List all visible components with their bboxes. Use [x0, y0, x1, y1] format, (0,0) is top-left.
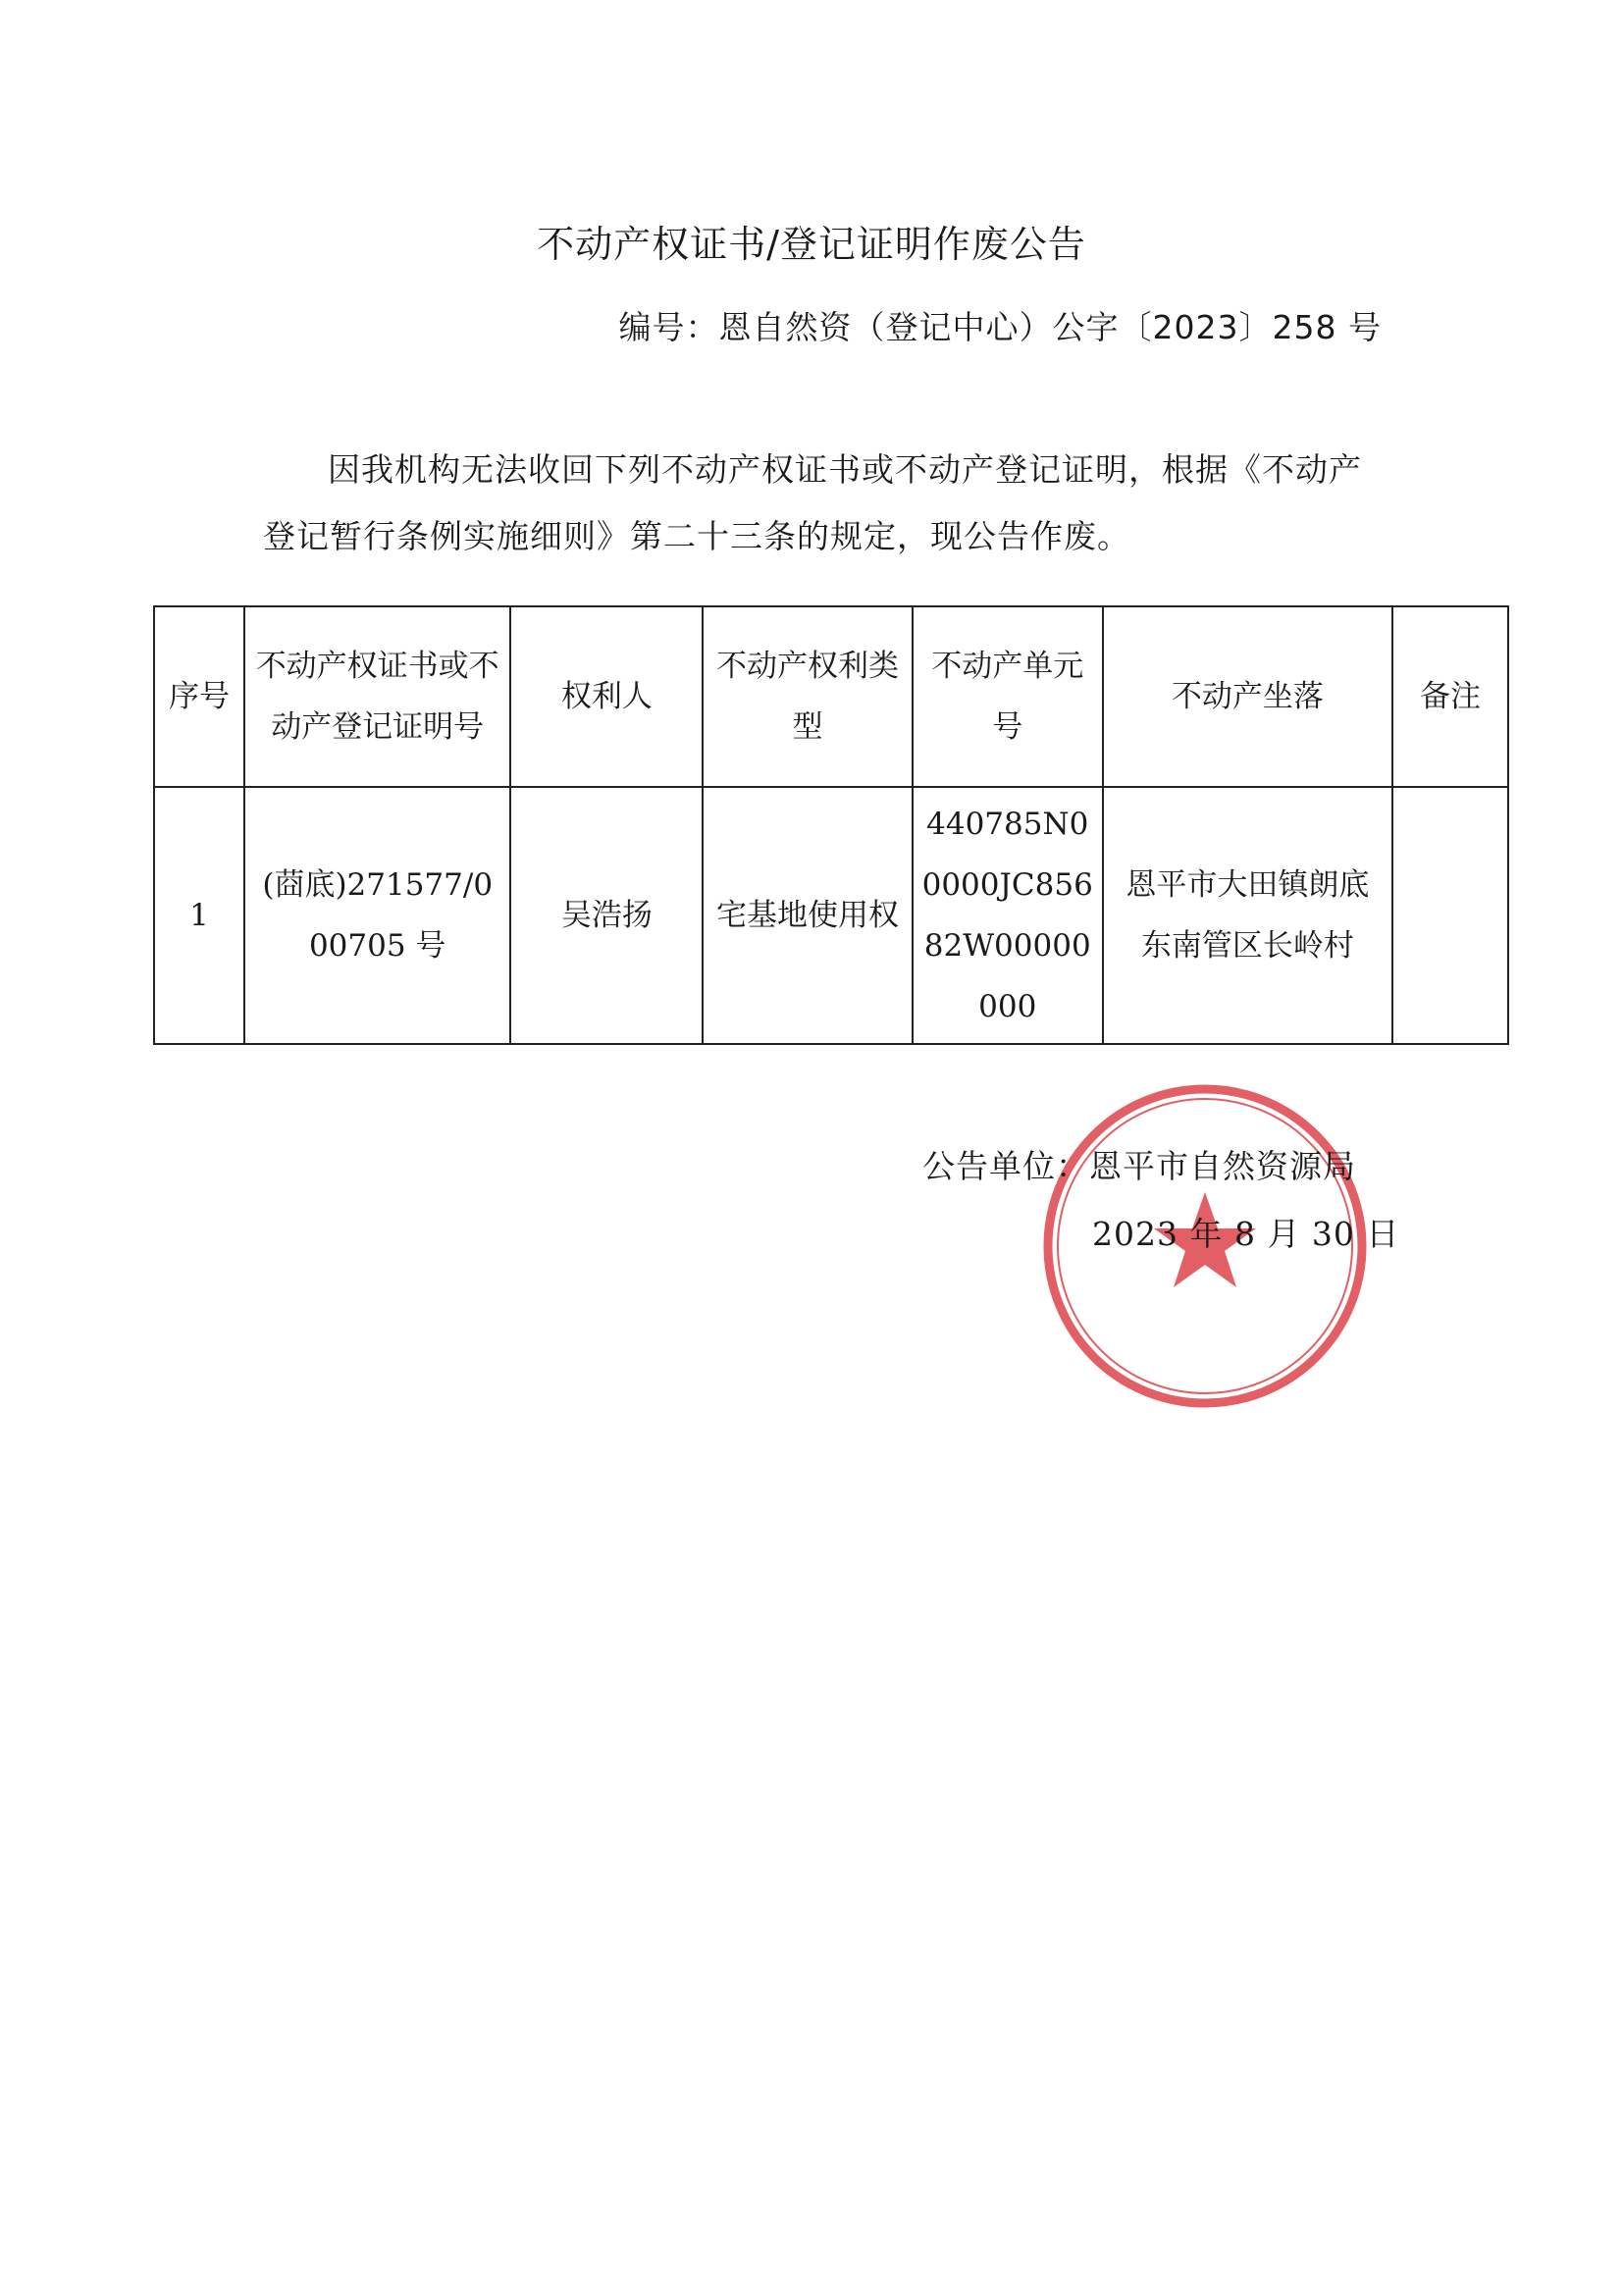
document-number: 编号：恩自然资（登记中心）公字〔2023〕258 号 — [618, 308, 1382, 346]
page-title: 不动产权证书/登记证明作废公告 — [537, 223, 1086, 266]
header-holder: 权利人 — [510, 606, 703, 787]
cell-remark — [1392, 787, 1508, 1044]
header-right-type: 不动产权利类型 — [703, 606, 913, 787]
table-header-row — [154, 606, 1508, 787]
header-location: 不动产坐落 — [1103, 606, 1393, 787]
cell-holder: 吴浩扬 — [510, 787, 703, 1044]
intro-paragraph: 因我机构无法收回下列不动产权证书或不动产登记证明，根据《不动产登记暂行条例实施细则》第二十三条的规定，现公告作废。 — [263, 450, 1362, 555]
issuer-line: 公告单位：恩平市自然资源局 — [922, 1147, 1356, 1185]
void-certificate-table — [153, 605, 1509, 1045]
table-row — [154, 787, 1508, 1044]
cell-unit-number: 440785N00000JC85682W00000000 — [913, 787, 1103, 1044]
header-serial: 序号 — [154, 606, 244, 787]
header-cert-number: 不动产权证书或不动产登记证明号 — [244, 606, 511, 787]
cell-location: 恩平市大田镇朗底东南管区长岭村 — [1103, 787, 1393, 1044]
header-unit-number: 不动产单元号 — [913, 606, 1103, 787]
issue-date: 2023 年 8 月 30 日 — [1092, 1215, 1400, 1253]
cell-cert-number: (莔底)271577/000705 号 — [244, 787, 511, 1044]
cell-serial: 1 — [154, 787, 244, 1044]
cell-right-type: 宅基地使用权 — [703, 787, 913, 1044]
header-remark: 备注 — [1392, 606, 1508, 787]
